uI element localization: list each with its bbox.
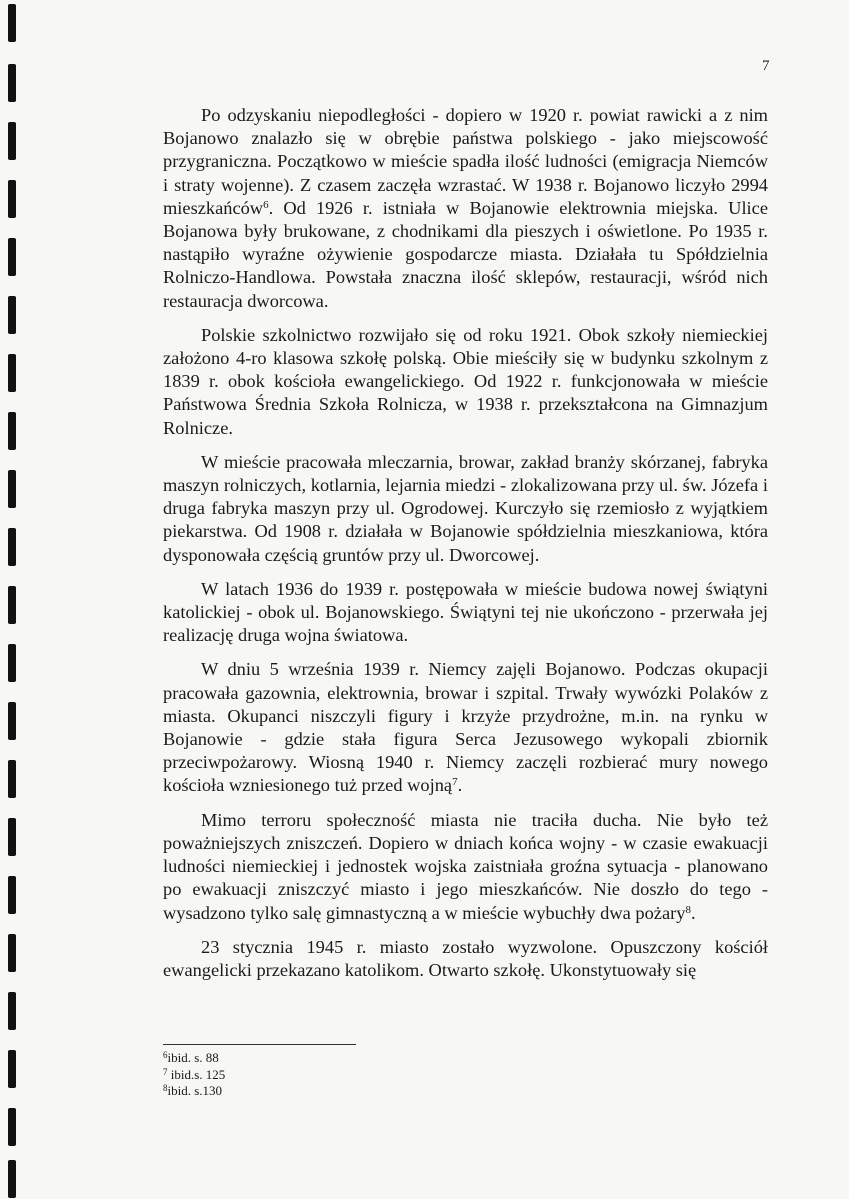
paragraph: Polskie szkolnictwo rozwijało się od roku 1921. Obok szkoły niemieckiej założono 4-ro klasowa szkołę polską. Obie mieściły się w budynku szkolnym z 1839 r. obok kościoła ewangelickiego. Od 1922 r. funkcjonowała w mieście Państwowa Średnia Szkoła Rolnicza, w 1938 r. przekształcona na Gimnazjum Rolnicze. [163,324,768,438]
binding-hole [8,4,16,42]
binding-hole [8,934,16,972]
binding-hole [8,470,16,508]
paragraph: W mieście pracowała mleczarnia, browar, zakład branży skórzanej, fabryka maszyn rolniczych, kotlarnia, lejarnia miedzi - zlokalizowana przy ul. św. Józefa i druga fabryka maszyn przy ul. Ogrodowej. Kurczyło się rzemiosło z wyjątkiem piekarstwa. Od 1908 r. działała w Bojanowie spółdzielnia mieszkaniowa, która dysponowała częścią gruntów przy ul. Dworcowej. [163,451,768,565]
binding-hole [8,528,16,566]
body-text [163,104,768,982]
binding-hole [8,1108,16,1146]
footnotes [163,1050,463,1100]
binding-hole [8,818,16,856]
binding-hole [8,644,16,682]
paragraph: W latach 1936 do 1939 r. postępowała w mieście budowa nowej świątyni katolickiej - obok ul. Bojanowskiego. Świątyni tej nie ukończono - przerwała jej realizację druga wojna światowa. [163,578,768,646]
binding-hole [8,354,16,392]
binding-hole [8,122,16,160]
footnote: $^7$ ibid.s. 125 [163,1066,226,1082]
binding-hole [8,876,16,914]
footnote-ref: 7 [452,776,458,789]
binding-hole [8,1160,16,1198]
binding-holes [8,0,18,1199]
paragraph: W dniu 5 września 1939 r. Niemcy zajęli Bojanowo. Podczas okupacji pracowała gazownia, elektrownia, browar i szpital. Trwały wywózki Polaków z miasta. Okupanci niszczyli figury i krzyże przydrożne, m.in. na rynku w Bojanowie - gdzie stała figura Serca Jezusowego wykopali zbiornik przeciwpożarowy. Wiosną 1940 r. Niemcy zaczęli rozbierać mury nowego kościoła wzniesionego tuż przed wojną$^7$. [163,659,768,796]
paragraph: Mimo terroru społeczność miasta nie traciła ducha. Nie było też poważniejszych zniszczeń. Dopiero w dniach końca wojny - w czasie ewakuacji ludności niemieckiej i jednostek wojska zaistniała groźna sytuacja - planowano po ewakuacji zniszczyć miasto i jego mieszkańców. Nie doszło do tego - wysadzono tylko salę gimnastyczną a w mieście wybuchły dwa pożary$^8$. [163,809,768,923]
page-number: 7 [762,58,770,74]
paragraph: 23 stycznia 1945 r. miasto zostało wyzwolone. Opuszczony kościół ewangelicki przekazano katolikom. Otwarto szkołę. Ukonstytuowały się [163,936,768,980]
binding-hole [8,992,16,1030]
footnote-ref: 8 [685,903,691,916]
binding-hole [8,760,16,798]
binding-hole [8,180,16,218]
binding-hole [8,1050,16,1088]
footnote: $^6$ibid. s. 88 [163,1050,219,1065]
binding-hole [8,702,16,740]
footnote-ref: 6 [263,198,269,211]
footnote-separator [163,1044,356,1045]
binding-hole [8,586,16,624]
binding-hole [8,238,16,276]
binding-hole [8,412,16,450]
paragraph: Po odzyskaniu niepodległości - dopiero w 1920 r. powiat rawicki a z nim Bojanowo znalazło się w obrębie państwa polskiego - jako miejscowość przygraniczna. Początkowo w mieście spadła ilość ludności (emigracja Niemców i straty wojenne). Z czasem zaczęła wzrastać. W 1938 r. Bojanowo liczyło 2994 mieszkańców$^6$. Od 1926 r. istniała w Bojanowie elektrownia miejska. Ulice Bojanowa były brukowane, z chodnikami dla pieszych i oświetlone. Po 1935 r. nastąpiło wyraźne ożywienie gospodarcze miasta. Działała tu Spółdzielnia Rolniczo-Handlowa. Powstała znaczna ilość sklepów, restauracji, wśród nich restauracja dworcowa. [163,105,768,311]
binding-hole [8,296,16,334]
binding-hole [8,64,16,102]
footnote: $^8$ibid. s.130 [163,1083,223,1098]
